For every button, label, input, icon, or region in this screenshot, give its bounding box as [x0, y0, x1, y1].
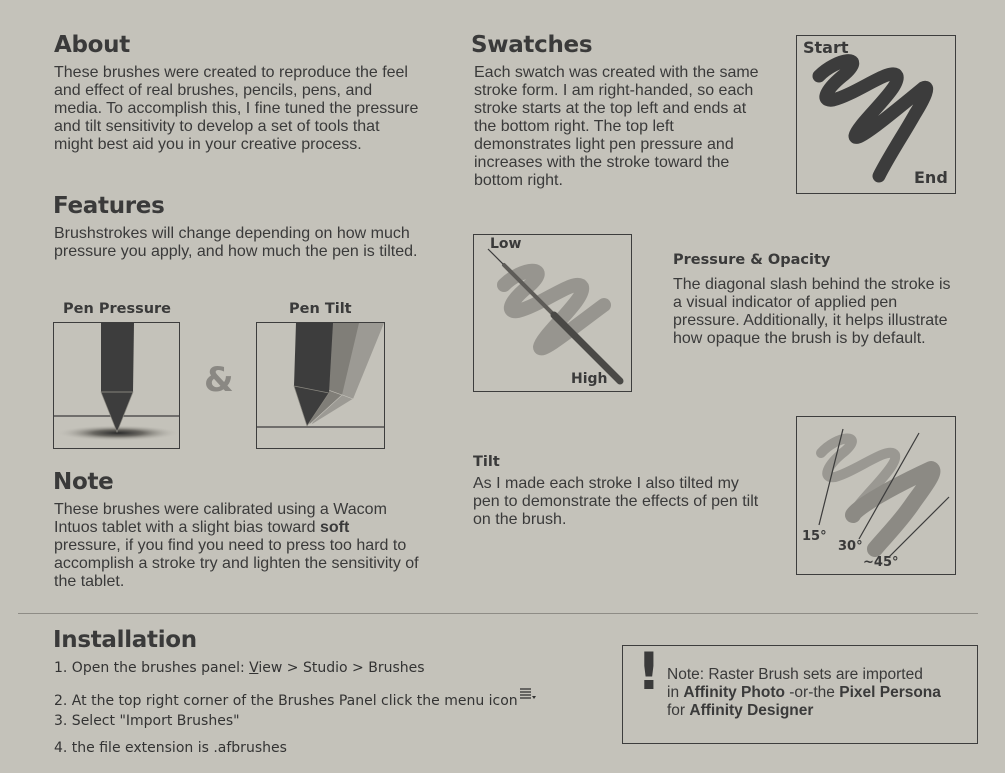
step-1-prefix: 1. Open the brushes panel: — [54, 660, 250, 676]
end-label: End — [914, 168, 948, 187]
view-mnemonic: V — [249, 660, 259, 676]
swatch-stroke — [797, 36, 955, 193]
high-label: High — [571, 371, 608, 387]
swatches-heading: Swatches — [471, 32, 593, 58]
swatches-text: Each swatch was created with the same stroke form. I am right-handed, so each stroke starts at the top left and ends at the bottom right. The top left demonstrates light pen pressure and increases with the stroke toward the bottom right. — [474, 64, 759, 189]
note-text-bold: soft — [319, 519, 350, 536]
section-divider — [18, 613, 978, 614]
affinity-designer-text: Affinity Designer — [689, 702, 814, 719]
step-2 — [54, 687, 537, 714]
pen-tilt-illustration — [257, 323, 384, 448]
pixel-persona-text: Pixel Persona — [839, 684, 941, 701]
tilt-stroke — [797, 417, 955, 574]
pen-tilt-figure — [256, 322, 385, 449]
start-label: Start — [803, 38, 849, 57]
raster-note-callout — [622, 642, 978, 744]
pressure-opacity-heading: Pressure & Opacity — [673, 252, 831, 268]
pressure-opacity-text: The diagonal slash behind the stroke is a visual indicator of applied pen pressure. Additionally, it helps illustrate how opaque the brush is by default. — [673, 276, 951, 347]
installation-steps — [54, 660, 537, 766]
about-text: These brushes were created to reproduce the feel and effect of real brushes, pencils, pens, and media. To accomplish this, I fine tuned the pressure and tilt sensitivity to develop a set of tools that might best aid you in your creative process. — [54, 64, 419, 153]
exclamation-icon: ! — [637, 642, 661, 702]
pen-pressure-figure — [53, 322, 180, 449]
pen-pressure-label: Pen Pressure — [63, 301, 172, 317]
tilt-text: As I made each stroke I also tilted my pen to demonstrate the effects of pen tilt on the brush. — [473, 475, 759, 528]
about-heading: About — [54, 32, 130, 58]
tilt-heading: Tilt — [473, 454, 500, 470]
note-heading: Note — [53, 469, 114, 495]
callout-line-2-prefix: in — [667, 684, 684, 701]
tilt-angle-30: 30° — [838, 539, 863, 554]
callout-line-3-prefix: for — [667, 702, 690, 719]
tilt-swatch — [796, 416, 956, 575]
callout-line-3 — [667, 702, 975, 720]
step-1 — [54, 660, 537, 687]
swatch-example — [796, 35, 956, 194]
step-2-text: 2. At the top right corner of the Brushes Panel click the menu icon — [54, 692, 518, 709]
step-3: 3. Select "Import Brushes" — [54, 713, 240, 729]
step-1-suffix: > Studio > Brushes — [282, 660, 425, 676]
pen-tilt-label: Pen Tilt — [289, 301, 352, 317]
low-label: Low — [490, 236, 522, 252]
pressure-swatch — [473, 234, 632, 392]
view-rest: iew — [258, 660, 283, 676]
callout-line-1: Note: Raster Brush sets are imported — [667, 666, 923, 683]
ampersand: & — [204, 360, 234, 400]
tilt-angle-45: ~45° — [863, 555, 899, 570]
step-4: 4. the file extension is .afbrushes — [54, 739, 287, 756]
pen-pressure-illustration — [54, 323, 179, 448]
callout-line-2 — [667, 684, 975, 702]
note-text-part2: pressure, if you find you need to press too hard to accomplish a stroke try and lighten the sensitivity of the tablet. — [54, 537, 419, 590]
affinity-photo-text: Affinity Photo — [683, 684, 785, 701]
menu-icon — [519, 687, 537, 701]
note-text-part1: These brushes were calibrated using a Wacom Intuos tablet with a slight bias toward — [54, 501, 387, 536]
callout-line-2-middle: -or-the — [784, 684, 840, 701]
installation-heading: Installation — [53, 627, 197, 653]
pressure-stroke — [474, 235, 631, 391]
features-text: Brushstrokes will change depending on how much pressure you apply, and how much the pen is tilted. — [54, 225, 418, 260]
tilt-angle-15: 15° — [802, 529, 827, 544]
callout-text — [667, 666, 975, 720]
note-text — [54, 501, 419, 591]
features-heading: Features — [53, 193, 165, 219]
